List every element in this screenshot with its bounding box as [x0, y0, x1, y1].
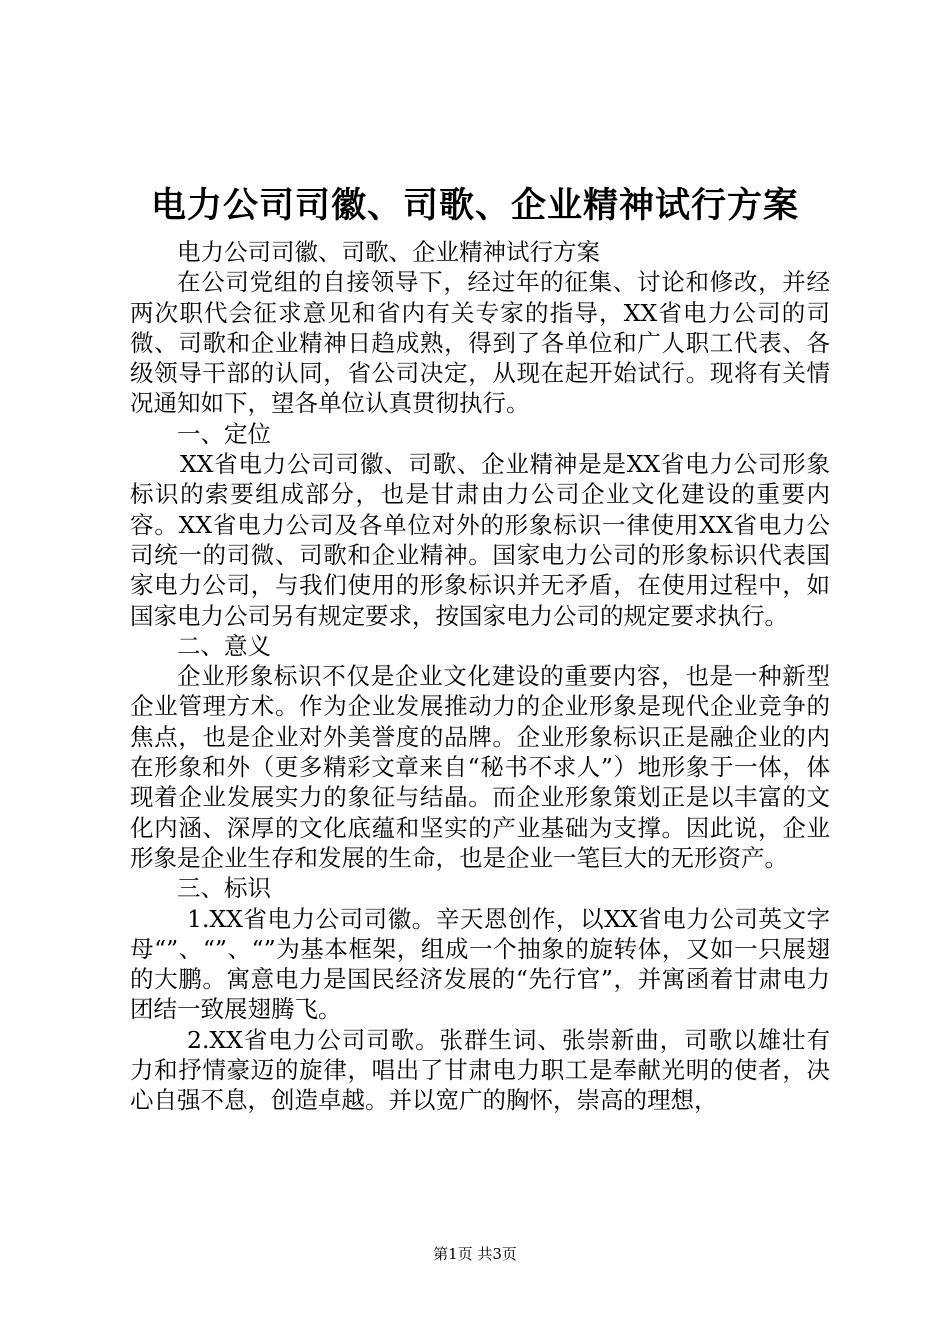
document-body — [130, 237, 830, 1116]
paragraph-significance: 企业形象标识不仅是企业文化建设的重要内容，也是一种新型企业管理方术。作为企业发展推动力的企业形象是现代企业竞争的焦点，也是企业对外美誉度的品牌。企业形象标识正是融企业的内在形象和外（更多精彩文章来自“秘书不求人”）地形象于一体，体现着企业发展实力的象征与结晶。而企业形象策划正是以丰富的文化内涵、深厚的文化底蕴和坚实的产业基础为支撑。因此说，企业形象是企业生存和发展的生命，也是企业一笔巨大的无形资产。 — [130, 662, 830, 872]
page-number: 第1页 共3页 — [433, 1245, 517, 1263]
paragraph-positioning: XX省电力公司司徽、司歌、企业精神是是XX省电力公司形象标识的索要组成部分，也是甘肃由力公司企业文化建设的重要内容。XX省电力公司及各单位对外的形象标识一律使用XX省电力公司统一的司微、司歌和企业精神。国家电力公司的形象标识代表国家电力公司，与我们使用的形象标识并无矛盾，在使用过程中，如国家电力公司另有规定要求，按国家电力公司的规定要求执行。 — [130, 450, 830, 630]
paragraph-subtitle: 电力公司司徽、司歌、企业精神试行方案 — [177, 238, 600, 266]
page-title: 电力公司司徽、司歌、企业精神试行方案 — [150, 185, 799, 226]
section-heading-identity: 三、标识 — [177, 874, 271, 903]
section-heading-significance: 二、意义 — [177, 631, 271, 660]
paragraph-logo: 1.XX省电力公司司徽。辛天恩创作，以XX省电力公司英文字母“”、“”、“”为基本框架，组成一个抽象的旋转体，又如一只展翅的大鹏。寓意电力是国民经济发展的“先行官”，并寓函着甘肃电力团结一致展翅腾飞。 — [130, 904, 830, 1024]
paragraph-anthem: 2.XX省电力公司司歌。张群生词、张崇新曲，司歌以雄壮有力和抒情豪迈的旋律，唱出了甘肃电力职工是奉献光明的使者，决心自强不息，创造卓越。并以宽广的胸怀，崇高的理想， — [130, 1025, 830, 1115]
section-heading-positioning: 一、定位 — [177, 419, 271, 448]
paragraph-intro: 在公司党组的自接领导下，经过年的征集、讨论和修改，并经两次职代会征求意见和省内有关专家的指导，XX省电力公司的司微、司歌和企业精神日趋成熟，得到了各单位和广人职工代表、各级领导干部的认同，省公司决定，从现在起开始试行。现将有关情况通知如下，望各单位认真贯彻执行。 — [130, 268, 830, 418]
